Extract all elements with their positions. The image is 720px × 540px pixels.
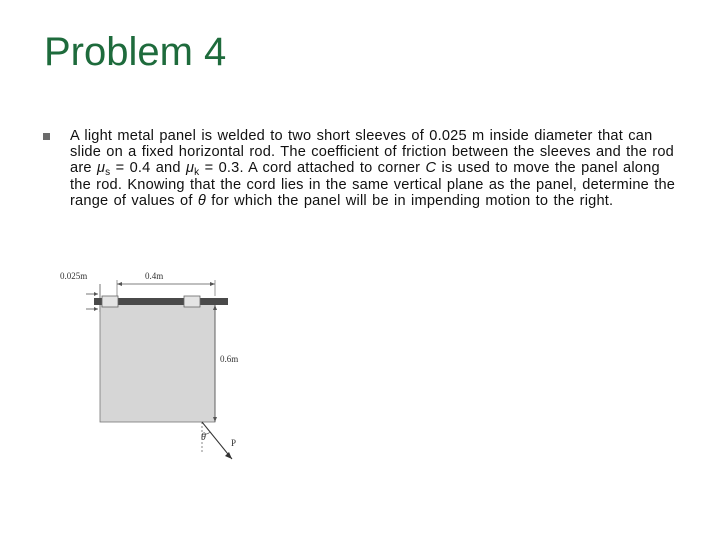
panel-diagram bbox=[50, 262, 260, 467]
left-sleeve bbox=[102, 296, 118, 307]
slide-title: Problem 4 bbox=[44, 30, 227, 74]
mu-s-symbol: μ bbox=[96, 160, 106, 177]
dim-height-label: 0.6m bbox=[220, 354, 239, 364]
mu-k-symbol: μ bbox=[185, 160, 195, 177]
cord-line bbox=[202, 422, 232, 459]
text-part-5: for which the panel will be in impending motion to the right. bbox=[206, 192, 614, 209]
text-part-1: A light metal panel is welded to two short sleeves of 0.025 m inside diameter that can slide on a fixed horizontal rod. The coefficient of friction between the sleeves and the rod are bbox=[70, 128, 674, 177]
mu-s-subscript: s bbox=[105, 167, 111, 179]
metal-panel bbox=[100, 304, 215, 422]
dim-diameter-label: 0.025m bbox=[60, 271, 88, 281]
text-part-4: is used to move the panel along the rod. Knowing that the cord lies in the same vertical plane as the panel, determine the range of values of bbox=[70, 160, 676, 209]
mu-k-subscript: k bbox=[194, 167, 200, 179]
force-arrowhead bbox=[225, 452, 232, 459]
problem-statement bbox=[70, 128, 685, 209]
corner-label: C bbox=[425, 160, 437, 177]
bullet-marker bbox=[43, 133, 50, 140]
dim-width-label: 0.4m bbox=[145, 271, 164, 281]
force-label: P bbox=[231, 438, 237, 448]
theta-symbol: θ bbox=[197, 192, 206, 209]
right-sleeve bbox=[184, 296, 200, 307]
text-part-3: = 0.3. A cord attached to corner bbox=[199, 160, 426, 177]
text-part-2: = 0.4 and bbox=[110, 160, 186, 177]
theta-label: θ bbox=[201, 432, 206, 443]
